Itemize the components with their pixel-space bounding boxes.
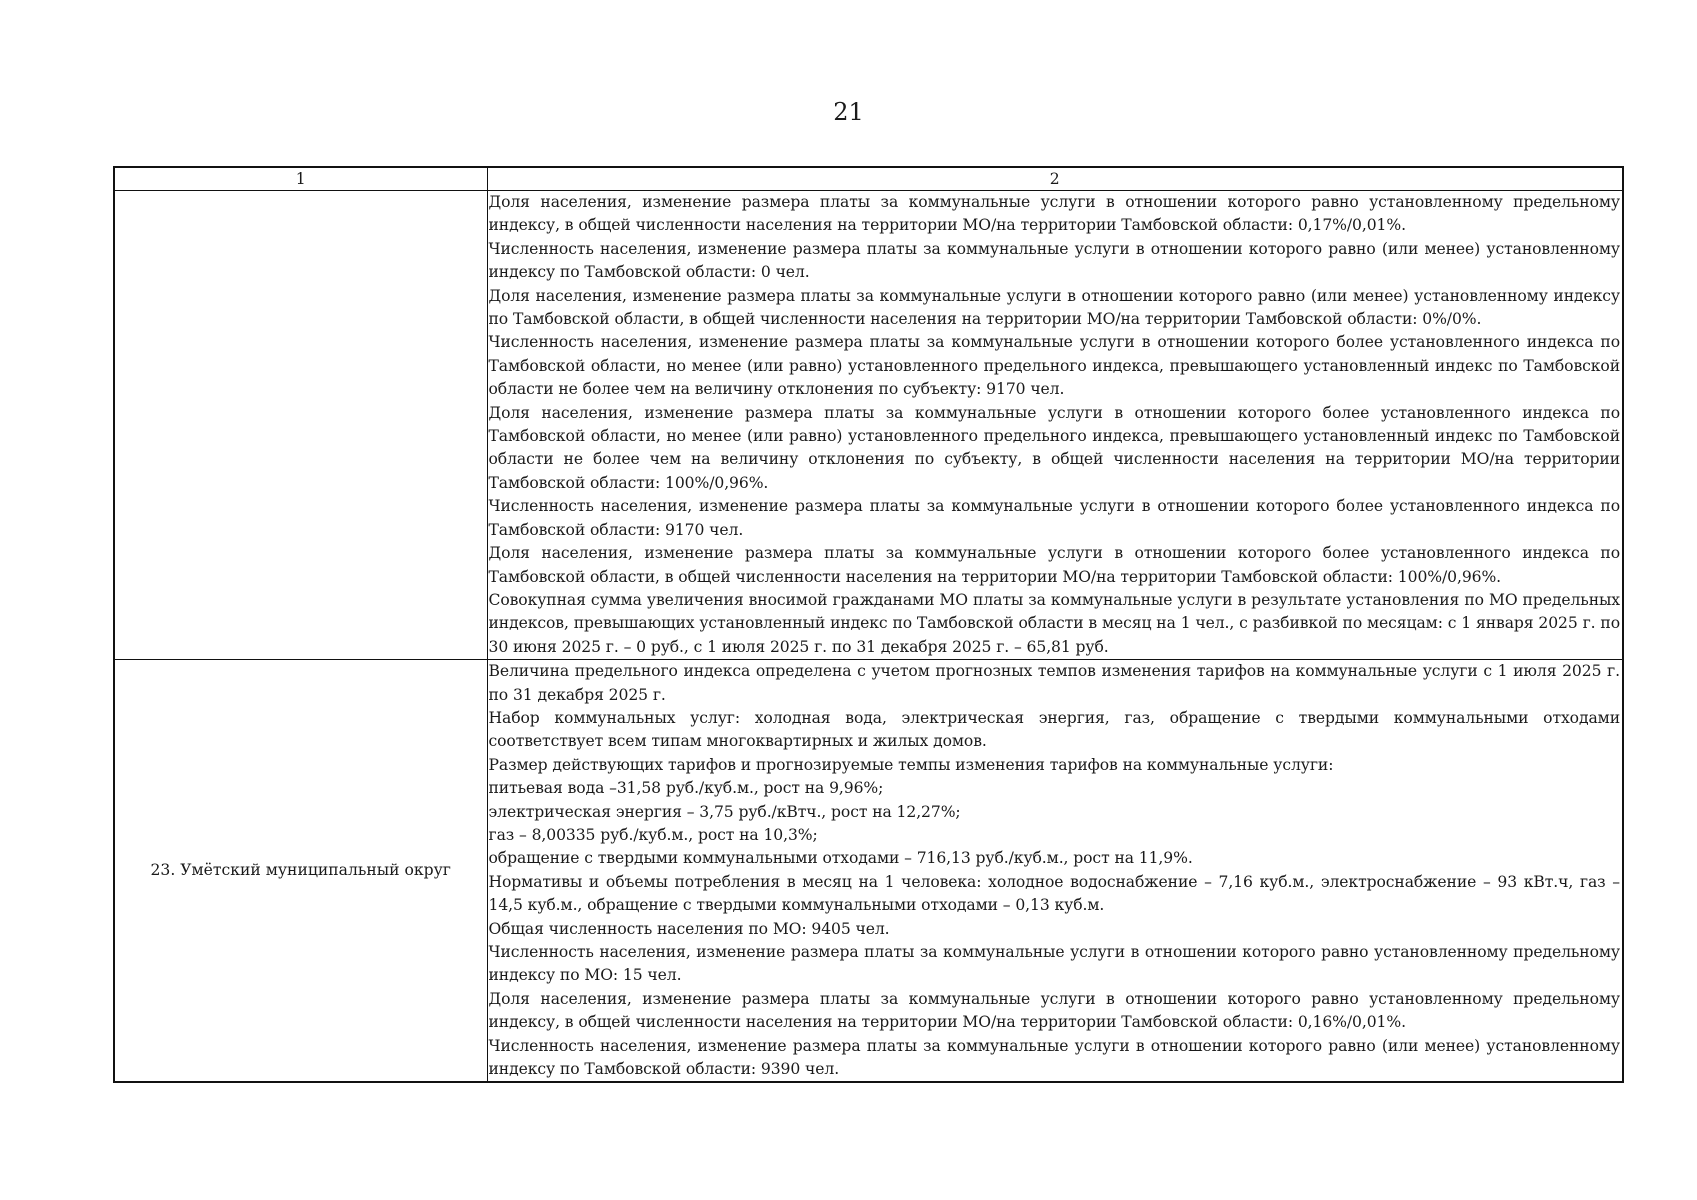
paragraph: Численность населения, изменение размера платы за коммунальные услуги в отношении которого равно (или менее) установленному индексу по Тамбовской области: 9390 чел.	[488, 1036, 1620, 1079]
paragraph: Доля населения, изменение размера платы за коммунальные услуги в отношении которого более установленного индекса по Тамбовской области, но менее (или равно) установленного предельного индекса, превышающего установленный индекс по Тамбовской области не более чем на величину отклонения по субъекту, в общей численности населения на территории МО/на территории Тамбовской области: 100%/0,96%.	[488, 403, 1620, 492]
paragraph: Размер действующих тарифов и прогнозируемые темпы изменения тарифов на коммунальные услуги:	[488, 755, 1334, 774]
table-row	[114, 191, 1623, 660]
municipality-name-cell	[114, 191, 487, 660]
paragraph: Доля населения, изменение размера платы за коммунальные услуги в отношении которого равно (или менее) установленному индексу по Тамбовской области, в общей численности населения на территории МО/на территории Тамбовской области: 0%/0%.	[488, 286, 1620, 329]
paragraph: обращение с твердыми коммунальными отходами – 716,13 руб./куб.м., рост на 11,9%.	[488, 849, 1193, 868]
table-row	[114, 660, 1623, 1083]
paragraph: Численность населения, изменение размера платы за коммунальные услуги в отношении которого более установленного индекса по Тамбовской области, но менее (или равно) установленного предельного индекса, превышающего установленный индекс по Тамбовской области не более чем на величину отклонения по субъекту: 9170 чел.	[488, 333, 1620, 399]
paragraph: питьевая вода –31,58 руб./куб.м., рост на 9,96%;	[488, 779, 884, 798]
municipality-name-cell	[114, 660, 487, 1083]
paragraph: газ – 8,00335 руб./куб.м., рост на 10,3%;	[488, 825, 818, 844]
paragraph: Доля населения, изменение размера платы за коммунальные услуги в отношении которого равно установленному предельному индексу, в общей численности населения на территории МО/на территории Тамбовской области: 0,17%/0,01%.	[488, 193, 1620, 235]
paragraph: Численность населения, изменение размера платы за коммунальные услуги в отношении которого равно установленному предельному индексу по МО: 15 чел.	[488, 943, 1620, 985]
column-header-1: 1	[114, 167, 487, 191]
paragraph: Общая численность населения по МО: 9405 чел.	[488, 919, 890, 938]
page-number: 21	[833, 98, 864, 126]
paragraph: Совокупная сумма увеличения вносимой гражданами МО платы за коммунальные услуги в результате установления по МО предельных индексов, превышающих установленный индекс по Тамбовской области в месяц на 1 чел., с разбивкой по месяцам: с 1 января 2025 г. по 30 июня 2025 г. – 0 руб., с 1 июля 2025 г. по 31 декабря 2025 г. – 65,81 руб.	[488, 590, 1620, 656]
municipality-name: 23. Умётский муниципальный округ	[150, 861, 451, 880]
paragraph: Величина предельного индекса определена с учетом прогнозных темпов изменения тарифов на коммунальные услуги с 1 июля 2025 г. по 31 декабря 2025 г.	[488, 662, 1620, 704]
data-table	[113, 166, 1624, 1083]
paragraph: электрическая энергия – 3,75 руб./кВтч., рост на 12,27%;	[488, 802, 961, 821]
table-header-row	[114, 167, 1623, 191]
paragraph: Набор коммунальных услуг: холодная вода, электрическая энергия, газ, обращение с твердыми коммунальными отходами соответствует всем типам многоквартирных и жилых домов.	[488, 708, 1620, 751]
description-cell	[487, 191, 1623, 660]
paragraph: Доля населения, изменение размера платы за коммунальные услуги в отношении которого более установленного индекса по Тамбовской области, в общей численности населения на территории МО/на территории Тамбовской области: 100%/0,96%.	[488, 544, 1620, 586]
column-header-2: 2	[487, 167, 1623, 191]
paragraph: Доля населения, изменение размера платы за коммунальные услуги в отношении которого равно установленному предельному индексу, в общей численности населения на территории МО/на территории Тамбовской области: 0,16%/0,01%.	[488, 989, 1620, 1032]
paragraph: Численность населения, изменение размера платы за коммунальные услуги в отношении которого равно (или менее) установленному индексу по Тамбовской области: 0 чел.	[488, 239, 1620, 282]
paragraph: Нормативы и объемы потребления в месяц на 1 человека: холодное водоснабжение – 7,16 куб.м., электроснабжение – 93 кВт.ч, газ – 14,5 куб.м., обращение с твердыми коммунальными отходами – 0,13 куб.м.	[488, 872, 1620, 915]
paragraph: Численность населения, изменение размера платы за коммунальные услуги в отношении которого более установленного индекса по Тамбовской области: 9170 чел.	[488, 497, 1620, 539]
description-cell	[487, 660, 1623, 1083]
